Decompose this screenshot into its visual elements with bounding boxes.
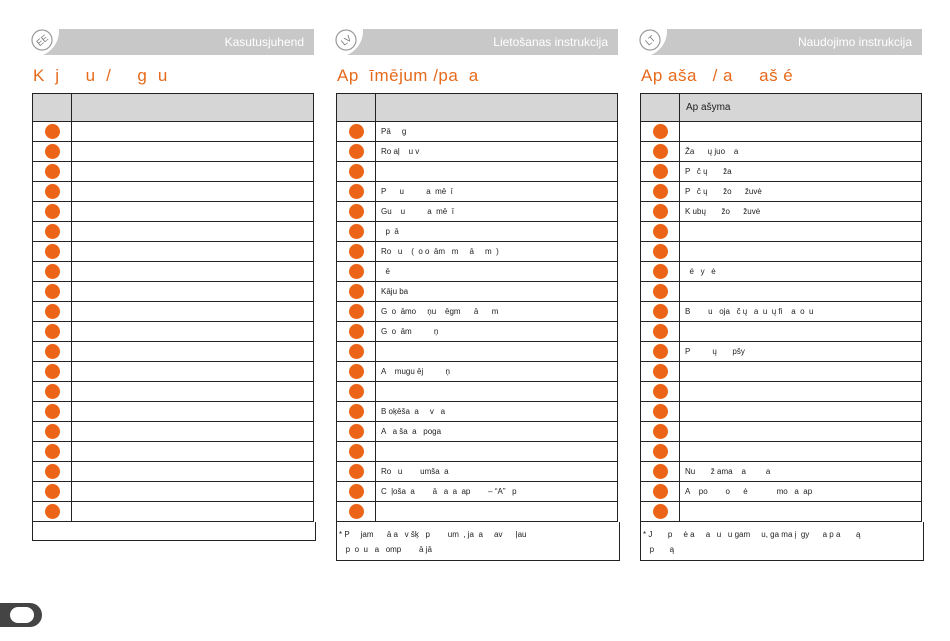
banner-title: Lietošanas instrukcija [493, 35, 608, 49]
bullet-dot-icon [45, 144, 60, 159]
bullet-dot-icon [653, 224, 668, 239]
bullet-dot-icon [45, 464, 60, 479]
number-cell [337, 142, 376, 162]
table-row [337, 422, 618, 442]
bullet-dot-icon [45, 344, 60, 359]
language-badge-icon [333, 27, 363, 57]
page-tab-knob [10, 607, 34, 623]
table-row [337, 142, 618, 162]
bullet-dot-icon [45, 184, 60, 199]
description-cell: P č ų ža [680, 162, 922, 182]
section-heading: Ap aša / a aš é [641, 66, 794, 85]
number-cell [641, 202, 680, 222]
table-row [641, 462, 922, 482]
parts-table [336, 93, 618, 522]
description-cell [72, 502, 314, 522]
table-row [33, 242, 314, 262]
description-cell [376, 342, 618, 362]
table-row [337, 342, 618, 362]
bullet-dot-icon [45, 324, 60, 339]
table-row [33, 222, 314, 242]
language-banner [32, 29, 314, 55]
number-cell [337, 302, 376, 322]
number-cell [33, 282, 72, 302]
number-cell [641, 342, 680, 362]
description-cell: p ā [376, 222, 618, 242]
table-footnote: * J p ė a a u u gam u, ga ma į gy a p a ą p ą [640, 522, 924, 561]
bullet-dot-icon [653, 424, 668, 439]
table-row [641, 242, 922, 262]
section-heading: Ap īmējum /pa a [337, 66, 479, 85]
number-cell [641, 182, 680, 202]
bullet-dot-icon [45, 364, 60, 379]
description-cell [680, 502, 922, 522]
table-header-row [641, 94, 922, 122]
description-cell [72, 402, 314, 422]
table-header-row [337, 94, 618, 122]
table-row [33, 342, 314, 362]
parts-table [640, 93, 922, 522]
table-row [33, 302, 314, 322]
bullet-dot-icon [653, 304, 668, 319]
table-row [337, 202, 618, 222]
table-row [641, 182, 922, 202]
table-row [33, 382, 314, 402]
parts-table [32, 93, 314, 522]
description-cell [72, 202, 314, 222]
bullet-dot-icon [653, 484, 668, 499]
description-cell: G o āmo ņu ēgm ā m [376, 302, 618, 322]
description-cell: A po o ė mo a ap [680, 482, 922, 502]
description-cell [680, 422, 922, 442]
table-row [337, 322, 618, 342]
number-cell [33, 442, 72, 462]
description-cell: K ubų žo žuvė [680, 202, 922, 222]
number-cell [33, 402, 72, 422]
bullet-dot-icon [653, 464, 668, 479]
table-row [337, 122, 618, 142]
bullet-dot-icon [349, 284, 364, 299]
number-cell [33, 362, 72, 382]
number-cell [33, 122, 72, 142]
bullet-dot-icon [653, 384, 668, 399]
number-cell [33, 482, 72, 502]
number-cell [33, 262, 72, 282]
table-row [337, 182, 618, 202]
table-footnote [32, 522, 316, 541]
table-row [641, 122, 922, 142]
number-cell [33, 322, 72, 342]
description-cell [376, 382, 618, 402]
column-lt [640, 29, 922, 561]
table-row [33, 322, 314, 342]
table-row [641, 382, 922, 402]
bullet-dot-icon [45, 424, 60, 439]
description-cell: Pā g [376, 122, 618, 142]
parts-table-body [337, 122, 618, 522]
column-lv [336, 29, 618, 561]
number-cell [641, 222, 680, 242]
table-row [337, 242, 618, 262]
bullet-dot-icon [653, 404, 668, 419]
number-cell [641, 242, 680, 262]
bullet-dot-icon [349, 304, 364, 319]
table-row [33, 122, 314, 142]
table-row [641, 422, 922, 442]
description-cell [72, 422, 314, 442]
bullet-dot-icon [653, 244, 668, 259]
description-cell: G o ām ņ [376, 322, 618, 342]
description-cell [72, 342, 314, 362]
description-cell [72, 282, 314, 302]
description-cell: Ro u ( o o ām m ā m ) [376, 242, 618, 262]
bullet-dot-icon [653, 344, 668, 359]
number-cell [337, 342, 376, 362]
description-cell [72, 222, 314, 242]
table-row [337, 222, 618, 242]
number-cell [33, 202, 72, 222]
description-cell: Gu u a mē ī [376, 202, 618, 222]
bullet-dot-icon [653, 184, 668, 199]
table-row [641, 262, 922, 282]
banner-title: Kasutusjuhend [224, 35, 304, 49]
number-cell [337, 122, 376, 142]
bullet-dot-icon [45, 224, 60, 239]
parts-table-body [641, 122, 922, 522]
table-row [337, 282, 618, 302]
number-cell [641, 302, 680, 322]
table-row [641, 322, 922, 342]
bullet-dot-icon [45, 204, 60, 219]
table-row [33, 282, 314, 302]
description-cell [72, 322, 314, 342]
number-cell [337, 502, 376, 522]
number-cell [33, 242, 72, 262]
number-cell [33, 502, 72, 522]
table-row [337, 462, 618, 482]
description-cell: Ro u umša a [376, 462, 618, 482]
bullet-dot-icon [349, 324, 364, 339]
number-cell [641, 442, 680, 462]
bullet-dot-icon [349, 204, 364, 219]
number-cell [641, 462, 680, 482]
number-cell [337, 442, 376, 462]
number-cell [33, 142, 72, 162]
column-ee [32, 29, 314, 541]
table-row [337, 482, 618, 502]
bullet-dot-icon [349, 264, 364, 279]
table-row [33, 182, 314, 202]
number-cell [641, 422, 680, 442]
number-cell [33, 382, 72, 402]
bullet-dot-icon [349, 424, 364, 439]
bullet-dot-icon [349, 504, 364, 519]
description-cell [72, 242, 314, 262]
bullet-dot-icon [653, 204, 668, 219]
description-cell [680, 222, 922, 242]
table-row [337, 442, 618, 462]
table-row [641, 302, 922, 322]
description-cell [72, 442, 314, 462]
number-cell [641, 262, 680, 282]
number-cell [641, 162, 680, 182]
bullet-dot-icon [45, 124, 60, 139]
number-cell [337, 162, 376, 182]
table-row [641, 502, 922, 522]
table-row [641, 222, 922, 242]
bullet-dot-icon [349, 124, 364, 139]
number-cell [33, 302, 72, 322]
number-cell [337, 462, 376, 482]
table-row [33, 162, 314, 182]
table-row [33, 482, 314, 502]
bullet-dot-icon [653, 364, 668, 379]
number-cell [33, 342, 72, 362]
page-tab-icon [0, 603, 42, 627]
description-cell [72, 182, 314, 202]
table-row [33, 422, 314, 442]
number-cell [641, 142, 680, 162]
number-cell [641, 362, 680, 382]
description-cell: A mugu ēj ņ [376, 362, 618, 382]
number-cell [641, 482, 680, 502]
number-cell [33, 462, 72, 482]
number-cell [641, 502, 680, 522]
number-cell [641, 382, 680, 402]
bullet-dot-icon [653, 164, 668, 179]
table-row [33, 502, 314, 522]
number-cell [337, 182, 376, 202]
bullet-dot-icon [45, 284, 60, 299]
bullet-dot-icon [45, 404, 60, 419]
table-row [33, 142, 314, 162]
table-row [33, 362, 314, 382]
table-header-row [33, 94, 314, 122]
table-row [33, 262, 314, 282]
language-banner [640, 29, 922, 55]
number-cell [337, 202, 376, 222]
number-cell [337, 222, 376, 242]
description-cell: B oķēša a v a [376, 402, 618, 422]
header-number-cell [641, 94, 680, 122]
banner-title: Naudojimo instrukcija [797, 35, 912, 49]
number-cell [337, 322, 376, 342]
table-row [33, 442, 314, 462]
table-row [337, 402, 618, 422]
description-cell [72, 302, 314, 322]
bullet-dot-icon [349, 484, 364, 499]
bullet-dot-icon [349, 344, 364, 359]
number-cell [337, 362, 376, 382]
table-row [641, 282, 922, 302]
description-cell [72, 382, 314, 402]
number-cell [337, 262, 376, 282]
parts-table-body [33, 122, 314, 522]
table-row [641, 362, 922, 382]
description-cell: é y ė [680, 262, 922, 282]
table-row [641, 482, 922, 502]
svg-text:LT: LT [643, 33, 658, 48]
svg-text:LV: LV [339, 33, 354, 48]
section-heading: K j u / g u [33, 66, 168, 85]
table-row [337, 502, 618, 522]
header-description-cell [72, 94, 314, 122]
table-row [641, 202, 922, 222]
description-cell: Ro aļ u v [376, 142, 618, 162]
description-cell [72, 462, 314, 482]
language-badge-icon [637, 27, 667, 57]
header-number-cell [33, 94, 72, 122]
description-cell [72, 262, 314, 282]
description-cell [680, 122, 922, 142]
description-cell: P ų pšy [680, 342, 922, 362]
description-cell [680, 322, 922, 342]
description-cell [680, 442, 922, 462]
description-cell: Ža ų juo a [680, 142, 922, 162]
description-cell [680, 282, 922, 302]
table-row [641, 162, 922, 182]
description-cell [680, 382, 922, 402]
table-row [641, 342, 922, 362]
number-cell [337, 482, 376, 502]
bullet-dot-icon [349, 384, 364, 399]
table-row [33, 202, 314, 222]
description-cell [72, 142, 314, 162]
bullet-dot-icon [349, 444, 364, 459]
table-row [337, 262, 618, 282]
description-cell [72, 162, 314, 182]
description-cell [72, 482, 314, 502]
number-cell [641, 122, 680, 142]
bullet-dot-icon [45, 444, 60, 459]
table-footnote: * P jam ā a v šķ p um , ja a av ļau p o u a omp ā jā [336, 522, 620, 561]
description-cell: P u a mē ī [376, 182, 618, 202]
bullet-dot-icon [349, 364, 364, 379]
description-cell [680, 242, 922, 262]
description-cell [72, 122, 314, 142]
table-row [337, 162, 618, 182]
bullet-dot-icon [349, 184, 364, 199]
bullet-dot-icon [653, 444, 668, 459]
description-cell [376, 442, 618, 462]
number-cell [33, 182, 72, 202]
table-row [337, 302, 618, 322]
bullet-dot-icon [45, 304, 60, 319]
bullet-dot-icon [45, 484, 60, 499]
language-badge-icon [29, 27, 59, 57]
language-banner [336, 29, 618, 55]
bullet-dot-icon [653, 144, 668, 159]
table-row [641, 402, 922, 422]
bullet-dot-icon [45, 384, 60, 399]
bullet-dot-icon [349, 144, 364, 159]
header-number-cell [337, 94, 376, 122]
description-cell: B u oja č ų a u ų fi a o u [680, 302, 922, 322]
table-row [337, 382, 618, 402]
table-row [337, 362, 618, 382]
bullet-dot-icon [653, 124, 668, 139]
bullet-dot-icon [653, 264, 668, 279]
bullet-dot-icon [653, 504, 668, 519]
description-cell: Kāju ba [376, 282, 618, 302]
description-cell: A a ša a poga [376, 422, 618, 442]
number-cell [641, 322, 680, 342]
number-cell [337, 242, 376, 262]
table-row [33, 462, 314, 482]
svg-text:EE: EE [34, 32, 51, 49]
description-cell [680, 362, 922, 382]
description-cell: Nu ž ama a a [680, 462, 922, 482]
number-cell [641, 402, 680, 422]
bullet-dot-icon [45, 244, 60, 259]
bullet-dot-icon [349, 164, 364, 179]
number-cell [337, 422, 376, 442]
table-row [33, 402, 314, 422]
bullet-dot-icon [45, 164, 60, 179]
number-cell [337, 282, 376, 302]
description-cell: C ļoša a ā a a ap – “A” p [376, 482, 618, 502]
number-cell [33, 222, 72, 242]
bullet-dot-icon [45, 504, 60, 519]
description-cell [376, 162, 618, 182]
number-cell [337, 382, 376, 402]
bullet-dot-icon [45, 264, 60, 279]
number-cell [337, 402, 376, 422]
header-description-cell [376, 94, 618, 122]
description-cell [376, 502, 618, 522]
bullet-dot-icon [349, 464, 364, 479]
description-cell: P č ų žo žuvė [680, 182, 922, 202]
number-cell [33, 422, 72, 442]
number-cell [641, 282, 680, 302]
header-description-cell: Ap ašyma [680, 94, 922, 122]
bullet-dot-icon [349, 244, 364, 259]
bullet-dot-icon [349, 224, 364, 239]
table-row [641, 142, 922, 162]
number-cell [33, 162, 72, 182]
description-cell [680, 402, 922, 422]
bullet-dot-icon [653, 324, 668, 339]
bullet-dot-icon [349, 404, 364, 419]
description-cell: ē [376, 262, 618, 282]
bullet-dot-icon [653, 284, 668, 299]
description-cell [72, 362, 314, 382]
table-row [641, 442, 922, 462]
